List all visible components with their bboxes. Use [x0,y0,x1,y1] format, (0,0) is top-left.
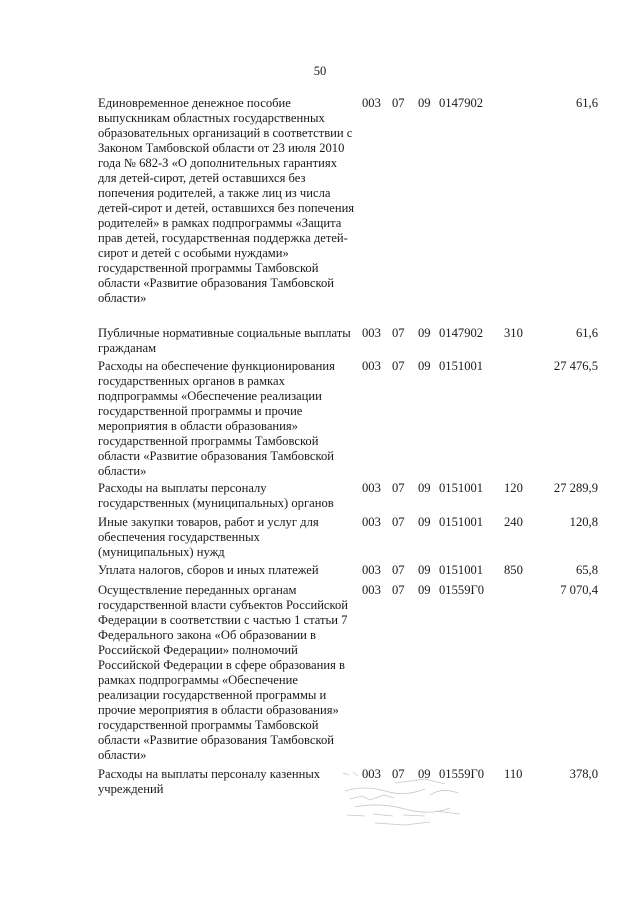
table-row [98,326,618,356]
row-grbs: 003 [362,96,381,110]
row-description: Осуществление переданных органам государственной власти субъектов Российской Федерации в соответствии с частью 1 статьи 7 Федерального закона «Об образовании в Российской Федерации» полномочий Российской Федерации в сфере образования в рамках подпрограммы «Обеспечение реализации государственной программы и прочие мероприятия в области образования» государственной программы Тамбовской области «Развитие образования Тамбовской области» [98,583,349,762]
row-amount: 61,6 [575,96,598,110]
row-section: 07 [392,583,405,597]
row-target-article: 0151001 [439,563,484,577]
row-description: Публичные нормативные социальные выплаты гражданам [98,326,351,355]
row-target-article: 0151001 [439,515,484,529]
row-section: 07 [392,767,405,781]
row-expense-type: 110 [504,767,523,781]
row-subsection: 09 [418,515,431,529]
row-subsection: 09 [418,326,431,340]
row-grbs: 003 [362,481,381,495]
row-expense-type: 120 [504,481,523,495]
row-section: 07 [392,359,405,373]
row-target-article: 01559Г0 [439,583,485,597]
row-target-article: 0151001 [439,481,484,495]
table-row [98,563,618,578]
row-section: 07 [392,481,405,495]
row-target-article: 0151001 [439,359,484,373]
row-amount: 61,6 [575,326,598,340]
row-description: Иные закупки товаров, работ и услуг для обеспечения государственных (муниципальных) нужд [98,515,319,559]
row-description: Расходы на обеспечение функционирования государственных органов в рамках подпрограммы «Обеспечение реализации государственной программы и прочие мероприятия в области образования» государственной программы Тамбовской области «Развитие образования Тамбовской области» [98,359,335,478]
row-target-article: 0147902 [439,96,484,110]
row-subsection: 09 [418,96,431,110]
page-number: 50 [313,64,327,78]
row-amount: 7 070,4 [560,583,598,597]
row-grbs: 003 [362,515,381,529]
row-grbs: 003 [362,583,381,597]
row-grbs: 003 [362,563,381,577]
row-expense-type: 240 [504,515,523,529]
row-amount: 27 289,9 [553,481,598,495]
row-amount: 65,8 [575,563,598,577]
row-expense-type: 310 [504,326,523,340]
row-section: 07 [392,515,405,529]
faint-stamp-mark [335,765,485,835]
row-section: 07 [392,326,405,340]
row-subsection: 09 [418,563,431,577]
row-expense-type: 850 [504,563,523,577]
row-subsection: 09 [418,359,431,373]
table-row [98,96,618,321]
row-subsection: 09 [418,583,431,597]
row-amount: 378,0 [569,767,598,781]
row-description: Уплата налогов, сборов и иных платежей [98,563,319,577]
row-target-article: 01559Г0 [439,767,485,781]
table-row [98,583,618,763]
row-target-article: 0147902 [439,326,484,340]
row-subsection: 09 [418,481,431,495]
row-subsection: 09 [418,767,431,781]
row-grbs: 003 [362,326,381,340]
row-section: 07 [392,563,405,577]
row-grbs: 003 [362,359,381,373]
table-row [98,359,618,479]
row-amount: 120,8 [569,515,598,529]
row-description: Единовременное денежное пособие выпускникам областных государственных образовательных организаций в соответствии с Законом Тамбовской области от 23 июля 2010 года № 682-З «О дополнительных гарантиях для детей-сирот, детей оставшихся без попечения родителей, а также лиц из числа детей-сирот и детей, оставшихся без попечения родителей» в рамках подпрограммы «Защита прав детей, государственная поддержка детей-сирот и детей с особыми нуждами» государственной программы Тамбовской области «Развитие образования Тамбовской области» [98,96,355,305]
row-amount: 27 476,5 [553,359,598,373]
table-row [98,481,618,511]
row-section: 07 [392,96,405,110]
row-description: Расходы на выплаты персоналу государственных (муниципальных) органов [98,481,334,510]
row-description: Расходы на выплаты персоналу казенных учреждений [98,767,321,796]
table-row [98,515,618,560]
row-grbs: 003 [362,767,381,781]
